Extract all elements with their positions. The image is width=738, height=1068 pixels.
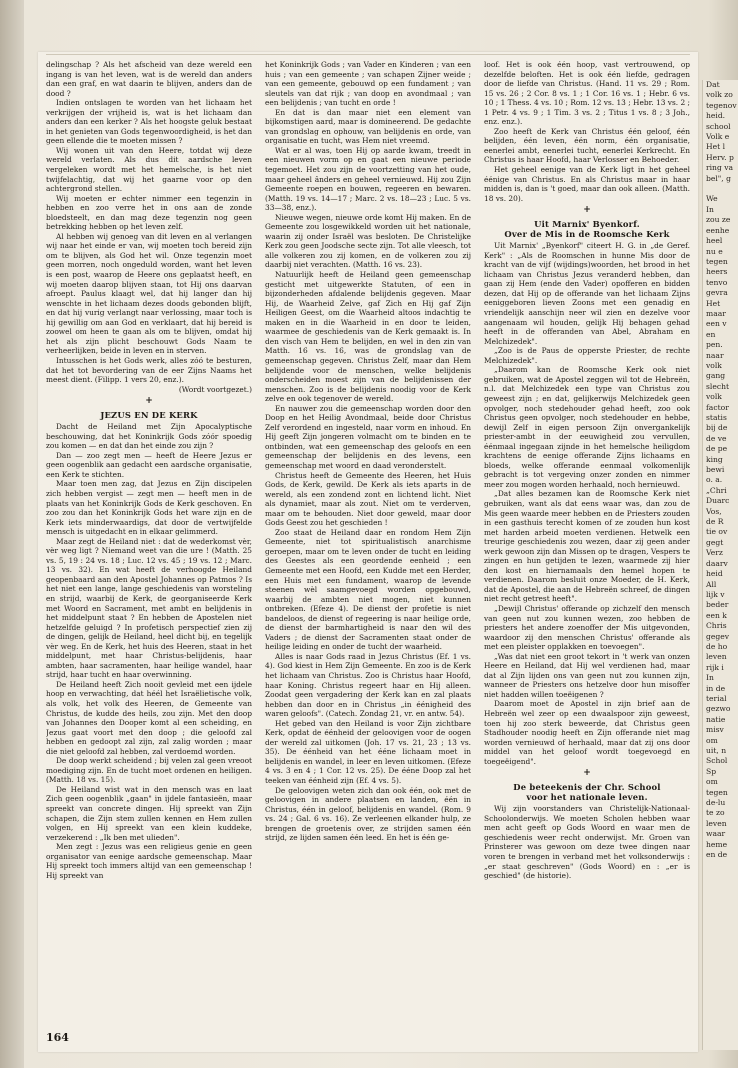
next-page-edge — [702, 80, 738, 1050]
next-page-fragment: bewi — [706, 465, 725, 475]
c2-paragraph: De geloovigen weten zich dan ook één, ook met de geloovigen in andere plaatsen en landen, één in Christus, één in geloof, belijdenis en wandel. (Rom. 9 vs. 24 ; Gal. 6 vs. 16). Ze verleenen elkander hulp, ze brengen de groetenis over, ze strijden samen één strijd, ze lijden samen één leed. En het is één ge- — [265, 785, 471, 843]
c3-paragraph: Daarom moet de Apostel in zijn brief aan de Hebreën wel zeer op een dwaalspoor zijn geweest, toen hij zoo sterk beweerde, dat Christus geen Stadhouder noodig heeft en Zijn offerande niet mag worden vernieuwd of herhaald, maar dat zij ons door middel van het geloof wordt toegevoegd en toegeëigend". — [484, 699, 690, 766]
c3-paragraph: „Daarom kan de Roomsche Kerk ook niet gebruiken, wat de Apostel zeggen wil tot de Hebreën, n.l. dat Melchizedek een type van Christus zou geweest zijn ; en dat, gelijkerwijs Melchizedek geen opvolger, noch stedehouder gehad heeft, zoo ook Christus geen opvolger, noch stedehouder en hebbe, dewijl Zelf in eigen persoon Zijn onvergankelijk priester-ambt in der eeuwigheid zou vervullen, éénmaal ingegaan zijnde in het hemelsche heiligdom krachtens de eenige offerande Zijns lichaams en bloeds, welke offerande eenmaal volkomenlijk gebracht is tot vergeving onzer zonden en nimmer meer zou mogen worden herhaald, noch hernieuwd. — [484, 365, 690, 489]
next-page-fragment — [703, 184, 738, 194]
top-rule — [46, 54, 690, 55]
next-page-fragment: Vos, — [706, 506, 722, 516]
c2-paragraph: Wat er al was, toen Hij op aarde kwam, treedt in een nieuwen vorm op en gaat een nieuwe periode tegemoet. Het zou zijn de voortzetting van het oude, maar geheel ânders en geheel vernieuwd. Hij zou Zijn Gemeente roepen en bouwen, regeeren en bewaren. (Matth. 19 vs. 14—17 ; Marc. 2 vs. 18—23 ; Luc. 5 vs. 33—38, enz.). — [265, 145, 471, 213]
book-spine — [0, 0, 24, 1068]
cross-ornament: + — [583, 768, 591, 779]
next-page-fragment: daarv — [706, 558, 728, 568]
c2-paragraph: En nauwer zou die gemeenschap worden door den Doop en het Heilig Avondmaal, beide door Christus Zelf verordend en ingesteld, naar vorm en inhoud. En Hij geeft Zijn jongeren volmacht om te binden en te ontbinden, wat een gemeenschap des geloofs en een gemeenschap der belijdenis en des levens, een gemeenschap met woord en daad veronderstelt. — [265, 403, 471, 470]
next-page-fragment: pen. — [706, 340, 723, 350]
next-page-fragment: o. a. — [706, 475, 723, 485]
c1-paragraph: Men zegt : Jezus was een religieus genie en geen organisator van eenige aardsche gemeenschap. Maar Hij spreekt toch immers altijd van een gemeenschap ! Hij spreekt van — [46, 842, 252, 880]
c2-paragraph: Christus heeft de Gemeente des Heeren, het Huis Gods, de Kerk, gewild. De Kerk als iets aparts in de wereld, als een zondend zont en lichtend licht. Niet als dynamiet, maar als zout. Niet om te verderven, maar om te behouden. Niet door geweld, maar door Gods Geest zou het geschieden ! — [265, 470, 471, 528]
c1-paragraph: Indien ontslagen te worden van het lichaam het verkrijgen der vrijheid is, wat is het lichaam dan anders dan een kerker ? Als het hoogste geluk bestaat in het genieten van Gods tegenwoordigheid, is het dan geen ellende die te moeten missen ? — [46, 98, 252, 146]
magazine-page — [38, 52, 698, 1052]
next-page-fragment: heid — [706, 569, 723, 579]
next-page-fragment: de pe — [706, 444, 728, 454]
c2-paragraph: Natuurlijk heeft de Heiland geen gemeenschap gesticht met uitgewerkte Statuten, of een in bijzonderheden afdalende belijdenis gegeven. Maar Hij, de Waarheid Zelve, gaf Zich en Hij gaf Zijn Heiligen Geest, om die Waarheid altoos indachtig te maken en in die Waarheid in en door te leiden, waarmee de geschiedenis van de Kerk gemaakt is. In den visch van Hem te belijden, en wel in den zin van Matth. 16 vs. 16, was de grondslag van de gemeenschap gegeven. Christus Zelf, maar dan Hem belijdende voor de menschen, welke belijdenis onderscheiden moest zijn van de belijdenissen der menschen. Zoo is de belijdenis noodig voor de Kerk zelve en ook tegenover de wereld. — [265, 270, 471, 404]
next-page-fragment: Duarc — [706, 496, 730, 506]
c2-paragraph: het Koninkrijk Gods ; van Vader en Kinderen ; van een huis ; van een gemeente ; van schapen Zijner weide ; van een gemeente, gebouwd op een fundament ; van sleutels van dat rijk ; van doop en avondmaal ; van een belijdenis ; van tucht en orde ! — [265, 60, 471, 108]
next-page-fragment: om — [706, 735, 718, 745]
c3-paragraph: „Zoo is de Paus de opperste Priester, de rechte Melchizedek". — [484, 346, 690, 365]
c1-paragraph: Al hebben wij genoeg van dit leven en al verlangen wij naar het einde er van, wij moeten toch bereid zijn om te blijven, als God het wil. Onze tegenzin moet geen morren, noch ongeduld worden, want het leven is een post, waarop de Heere ons geplaatst heeft, en wij moeten daarop blijven staan, tot Hij ons daarvan afroept. Paulus klaagt wel, dat hij langer dan hij wenschte in het lichaam dezes doods gebonden blijft, en dat hij vurig verlangt naar verlossing, maar toch is hij gewillig om aan God en verklaart, dat hij bereid is zoowel om heen te gaan als om te blijven, omdat hij het als zijn plicht beschouwt Gods Naam te verheerlijken, beide in leven en in sterven. — [46, 231, 252, 356]
column-2 — [265, 60, 471, 1050]
next-page-fragment: Chris — [706, 621, 727, 631]
next-page-fragment: slecht — [706, 381, 730, 391]
c3-paragraph: loof. Het is ook één hoop, vast vertrouwend, op dezelfde beloften. Het is ook één liefde, gedragen door de liefde van Christus. (Hand. 11 vs. 29 ; Rom. 15 vs. 26 ; 2 Cor. 8 vs. 1 ; 1 Cor. 16 vs. 1 ; Hebr. 6 vs. 10 ; 1 Thess. 4 vs. 10 ; Rom. 12 vs. 13 ; Hebr. 13 vs. 2 ; 1 Petr. 4 vs. 9 ; 1 Tim. 3 vs. 2 ; Titus 1 vs. 8 ; 3 Joh., enz. enz.). — [484, 60, 690, 127]
c1-paragraph: Maar toen men zag, dat Jezus en Zijn discipelen zich hebben vergist — zegt men — heeft men in de plaats van het Koninkrijk Gods de Kerk geschoven. En zoo zou dan het Koninkrijk Gods het ware zijn en de Kerk iets minderwaardigs, dat door de vertwijfelde mensch is uitgedacht en in elkaar gelimmerd. — [46, 479, 252, 537]
next-page-fragment: tegenov — [706, 100, 737, 110]
c3-paragraph: Het geheel eenige van de Kerk ligt in het geheel éénige van Christus. En als Christus maar in haar midden is, dan is 't goed, maar dan ook alleen. (Matth. 18 vs. 20). — [484, 165, 690, 203]
next-page-fragment: ring va — [706, 163, 734, 173]
c3-paragraph: Wij zijn voorstanders van Christelijk-Nationaal-Schoolonderwijs. We moeten Scholen hebben waar men acht geeft op Gods Woord en waar men de geschiedenis weer recht onderwijst. Mr. Groen van Prinsterer was gewoon om deze twee dingen naar voren te brengen in verband met het volksonderwijs : „er staat geschreven" (Gods Woord) en : „er is geschied" (de historie). — [484, 804, 690, 881]
c1-paragraph: De Heiland heeft Zich nooit gevleid met een ijdele hoop en verwachting, dat héél het Israëlietische volk, als volk, het volk des Heeren, de Gemeente van Christus, de kudde des heils, zou zijn. Met den doop van Johannes den Dooper komt al een scheiding, en Jezus gaat voort met den doop ; die geloofd zal hebben en gedoopt zal zijn, zal zalig worden ; maar die niet geloofd zal hebben, zal verdoemd worden. — [46, 679, 252, 756]
next-page-fragment: eenhe — [706, 225, 730, 235]
next-page-fragment: natie — [706, 714, 726, 724]
next-page-fragment: te zo — [706, 808, 725, 818]
next-page-fragment: gevra — [706, 288, 728, 298]
next-page-fragment: maar — [706, 308, 726, 318]
c2-paragraph: En dat is dan maar niet een element van bijkomstigen aard, maar is domineerend. De gedachte van grondslag en ophouw, van belijdenis en orde, van organisatie en tucht, was Hem niet vreemd. — [265, 107, 471, 146]
c3-paragraph: Zoo heeft de Kerk van Christus één geloof, één belijden, één leven, één norm, één organisatie, eenerlei ambt, eenerlei tucht, eenerlei Kerkrecht. En Christus is haar Hoofd, haar Verlosser en Behoeder. — [484, 126, 690, 165]
next-page-fragment: waar — [706, 829, 726, 839]
c1-paragraph: Wij wonen uit van den Heere, totdat wij deze wereld verlaten. Als dus dit aardsche leven vergeleken wordt met het hemelsche, is het niet twijfelachtig, dat wij het gaarne voor op den achtergrond stellen. — [46, 145, 252, 194]
next-page-fragment: heid. — [706, 111, 726, 121]
next-page-fragment: heel — [706, 236, 723, 246]
c2-paragraph: Alles is naar Gods raad in Jezus Christus (Ef. 1 vs. 4). God kiest in Hem Zijn Gemeente. En zoo is de Kerk het lichaam van Christus. Zoo is Christus haar Hoofd, haar Koning. Christus regeert haar en Hij alleen. Zoodat geen vergadering der Kerk kan en zal plaats hebben dan door en in Christus „in éénigheid des waren geloofs". (Catech. Zondag 21, vr. en antw. 54). — [265, 651, 471, 719]
next-page-fragment: bel", g — [706, 173, 731, 183]
next-page-fragment: lijk v — [706, 589, 725, 599]
next-page-fragment: de R — [706, 517, 724, 527]
c1-paragraph: Dacht de Heiland met Zijn Apocalyptische beschouwing, dat het Koninkrijk Gods zóór spoedig zou komen — en dat dan het einde zou zijn ? — [46, 422, 252, 451]
next-page-fragment: een k — [706, 610, 727, 620]
next-page-fragment: gezwo — [706, 704, 731, 714]
next-page-fragment: de ho — [706, 641, 728, 651]
next-page-fragment: nu e — [706, 246, 723, 256]
page-number: 164 — [46, 1031, 69, 1044]
c2-paragraph: Zoo staat de Heiland daar en rondom Hem Zijn Gemeente, niet tot spiritualistisch anarchisme geroepen, maar om te leven onder de tucht en leiding des Geestes als een geordende eenheid ; een Gemeente met een Hoofd, een Kudde met een Herder, een Huis met een fundament, waarop de levende steenen wèl saamgevoegd worden opgebouwd, waarbij de ambten niet mogen, niet kunnen ontbreken. (Efeze 4). De dienst der profetie is niet bandeloos, de dienst of regeering is naar heilige orde, de dienst der barmhartigheid is naar den wil des Vaders ; de dienst der Sacramenten staat onder de heilige leiding en onder de tucht der waarheid. — [265, 527, 471, 652]
c3-paragraph: „Dat alles bezamen kan de Roomsche Kerk niet gebruiken, want als dat eens waar was, dan zou de Mis geen waarde meer hebben en de Priesters zouden in een gasthuis terecht komen of ze zouden hun kost met harden arbeid moeten verdienen. Hetwelk een treurige geschiedenis zou wezen, daar zij geen ander werk gewoon zijn dan Missen op te dragen, Vespers te zingen en hun getijden te lezen, waarmede zij hier den kost en hiernamaals den hemel hopen te verdienen. Daarom besluit onze Moeder, de H. Kerk, dat de Apostel, die aan de Hebreën schreef, de dingen niet recht getrest heeft". — [484, 489, 690, 604]
next-page-fragment: tenvo — [706, 277, 728, 287]
c2-paragraph: Nieuwe wegen, nieuwe orde komt Hij maken. En de Gemeente zou losgewikkeld worden uit het nationale, waarin zij onder Israël was besloten. De Christelijke Kerk zou geen Joodsche secte zijn. Tot alle vleesch, tot alle volkeren zou zij komen, en de volkeren zou zij daarbij niet verachten. (Matth. 16 vs. 23). — [265, 212, 471, 270]
c1-paragraph: Dan — zoo zegt men — heeft de Heere Jezus er geen oogenblik aan gedacht een aardsche organisatie, een Kerk te stichten. — [46, 450, 252, 479]
next-page-fragment: Volk e — [706, 132, 730, 142]
column-3 — [484, 60, 690, 1050]
next-page-fragment: Herv. p — [706, 152, 734, 162]
c2-paragraph: Het gebed van den Heiland is voor Zijn zichtbare Kerk, opdat de éénheid der geloovigen voor de oogen der wereld zal uitkomen (Joh. 17 vs. 21, 23 ; 13 vs. 35). De éénheid van het ééne lichaam moet in belijdenis en wandel, in leer en leven uitkomen. (Efeze 4 vs. 3 en 4 ; 1 Cor. 12 vs. 25). De ééne Doop zal het teeken van éénheid zijn (Ef. 4 vs. 5). — [265, 718, 471, 786]
next-page-fragment: een v — [706, 319, 727, 329]
next-page-fragment: statis — [706, 413, 727, 422]
next-page-fragment: volk — [706, 360, 722, 370]
cross-ornament: + — [145, 396, 153, 407]
c3-paragraph: „Was dat niet een groot tekort in 't werk van onzen Heere en Heiland, dat Hij wel verdienen had, maar dat al Zijn lijden ons van geen nut zou kunnen zijn, wanneer de Priesters ons hetzelve door hun misoffer niet hadden willen toeëigenen ? — [484, 651, 690, 699]
next-page-fragment: tie ov — [706, 527, 728, 537]
c1-paragraph: Intusschen is het Gods werk, alles zóó te besturen, dat het tot bevordering van de eer Zijns Naams het meest dient. (Filipp. 1 vers 20, enz.). — [46, 355, 252, 385]
c1-paragraph: Wij moeten er echter nimmer een tegenzin in hebben en zoo verre het in ons aan de zonde bloedsteelt, en dan mag deze tegenzin nog geen betrekking hebben op het leven zelf. — [46, 193, 252, 232]
next-page-fragment: volk — [706, 392, 722, 402]
next-page-fragment: tegen — [706, 256, 728, 266]
heading-school-line1: De beteekenis der Chr. School — [513, 782, 661, 793]
heading-school-line2: voor het nationale leven. — [526, 792, 648, 803]
next-page-fragment: uit, n — [706, 746, 727, 755]
continued-note: (Wordt voortgezet.) — [178, 384, 252, 394]
next-page-fragment: naar — [706, 350, 724, 360]
heading-byenkorf — [484, 219, 690, 239]
next-page-fragment: In — [706, 673, 714, 683]
next-page-fragment: Het — [706, 298, 721, 308]
next-page-fragment: Schol — [706, 756, 728, 766]
next-page-fragment: om — [706, 777, 718, 787]
next-page-fragment: tegen — [706, 787, 728, 797]
next-page-fragment: gang — [706, 371, 726, 381]
heading-jezus-en-de-kerk: JEZUS EN DE KERK — [100, 410, 198, 421]
next-page-fragment: „Chri — [706, 485, 727, 495]
next-page-fragment: gegt — [706, 537, 724, 547]
next-page-fragment: leven — [706, 652, 727, 662]
next-page-fragment: in de — [706, 683, 726, 693]
next-page-fragment: gegev — [706, 631, 730, 641]
c1-paragraph: Maar zegt de Heiland niet : dat de wederkomst vèr, vèr weg ligt ? Niemand weet van die ure ! (Matth. 25 vs. 5, 19 : 24 vs. 18 ; Luc. 12 vs. 45 ; 19 vs. 12 ; Marc. 13 vs. 32). En wat heeft de verhoogde Heiland geopenbaard aan den Apostel Johannes op Patmos ? Is het niet een lange, lange geschiedenis van worsteling en strijd, waarbij de Kerk, de georganiseerde Kerk met Woord en Sacrament, met ambt en belijdenis in het middelpunt staat ? En hebben de Apostelen niet hetzelfde geluigd ? In profetisch perspectief zien zij de dingen, gelijk de Heiland, heel dicht bij, en tegelijk vèr weg. En de Kerk, het huis des Heeren, staat in het middelpunt, met haar Christus-belijdenis, haar ambten, haar sacramenten, haar heilige wandel, haar strijd, haar tucht en haar overwinning. — [46, 536, 252, 680]
column-1 — [46, 60, 252, 1050]
next-page-fragment: de-lu — [706, 798, 726, 808]
c3-paragraph: Uit Marnix' „Byenkorf" citeert H. G. in „de Geref. Kerk" : „Als de Roomschen in hunne Mis door de kracht van de vijf (wijdings)woorden, het brood in het lichaam van Christus Jezus veranderd hebben, dan gaan zij Hem (ende den Vader) opofferen en bidden dezen, dat Hij op de offerande van het lichaam Zijns eeniggeboren lieven Zoons met een genadig en vriendelijk aanschijn neer wil zien en dezelve voor aangenaam wil houden, gelijk Hij behagen gehad heeft in de offeranden van Abel, Abraham en Melchizedek". — [484, 241, 690, 346]
next-page-fragment: de ve — [706, 433, 727, 443]
next-page-fragment: In — [706, 204, 714, 214]
next-page-fragment: rijk i — [706, 662, 724, 672]
next-page-fragment: school — [706, 121, 731, 131]
next-page-fragment: zou ze — [706, 215, 731, 225]
cross-ornament: + — [583, 205, 591, 216]
next-page-fragment: factor — [706, 402, 729, 412]
next-page-fragment: Dat — [706, 80, 720, 89]
next-page-fragment: beder — [706, 600, 729, 610]
next-page-fragment: Sp — [706, 766, 717, 776]
next-page-fragment: We — [706, 194, 718, 204]
next-page-fragment: king — [706, 454, 723, 464]
c1-paragraph: De doop werkt scheidend ; bij velen zal geen vreoot moediging zijn. En de tucht moet ordenen en heiligen. (Matth. 18 vs. 15). — [46, 756, 252, 785]
heading-chr-school — [484, 782, 690, 802]
next-page-fragment: terial — [706, 693, 727, 703]
heading-byenkorf-line2: Over de Mis in de Roomsche Kerk — [504, 229, 670, 240]
next-page-fragment: leven — [706, 818, 727, 828]
next-page-fragment: en — [706, 329, 716, 339]
next-page-fragment: All — [706, 579, 717, 589]
c1-paragraph: De Heiland wist wat in den mensch was en laat Zich geen oogenblik „gaan" in ijdele fantasieën, maar spreekt van concrete dingen. Hij spreekt van Zijn schapen, die Zijn stem zullen kennen en Hem zullen volgen, en Hij spreekt van een klein kuddeke, verzekerend : „Ik ben met ulieden". — [46, 784, 252, 842]
next-page-fragment: en de — [706, 850, 728, 860]
next-page-fragment: heme — [706, 839, 728, 849]
c3-paragraph: „Dewijl Christus' offerande op zichzelf den mensch van geen nut zou kunnen wezen, zoo hebben de priesters het andere zoenoffer der Mis uitgevonden, waardoor zij den menschen Christus' offerande als met een pleister opplakken en toevoegen". — [484, 603, 690, 652]
next-page-fragment: misv — [706, 725, 724, 735]
c1-paragraph: delingschap ? Als het afscheid van deze wereld een ingang is van het leven, wat is de wereld dan anders dan een graf, en wat daarin te blijven, anders dan de dood ? — [46, 60, 252, 98]
next-page-fragment: heers — [706, 267, 728, 277]
next-page-fragment: volk zo — [706, 90, 733, 100]
heading-byenkorf-line1: Uit Marnix' Byenkorf. — [534, 219, 640, 230]
next-page-fragment: Het l — [706, 142, 726, 152]
next-page-fragment: Verz — [706, 548, 723, 558]
next-page-fragment: bij de — [706, 423, 728, 433]
